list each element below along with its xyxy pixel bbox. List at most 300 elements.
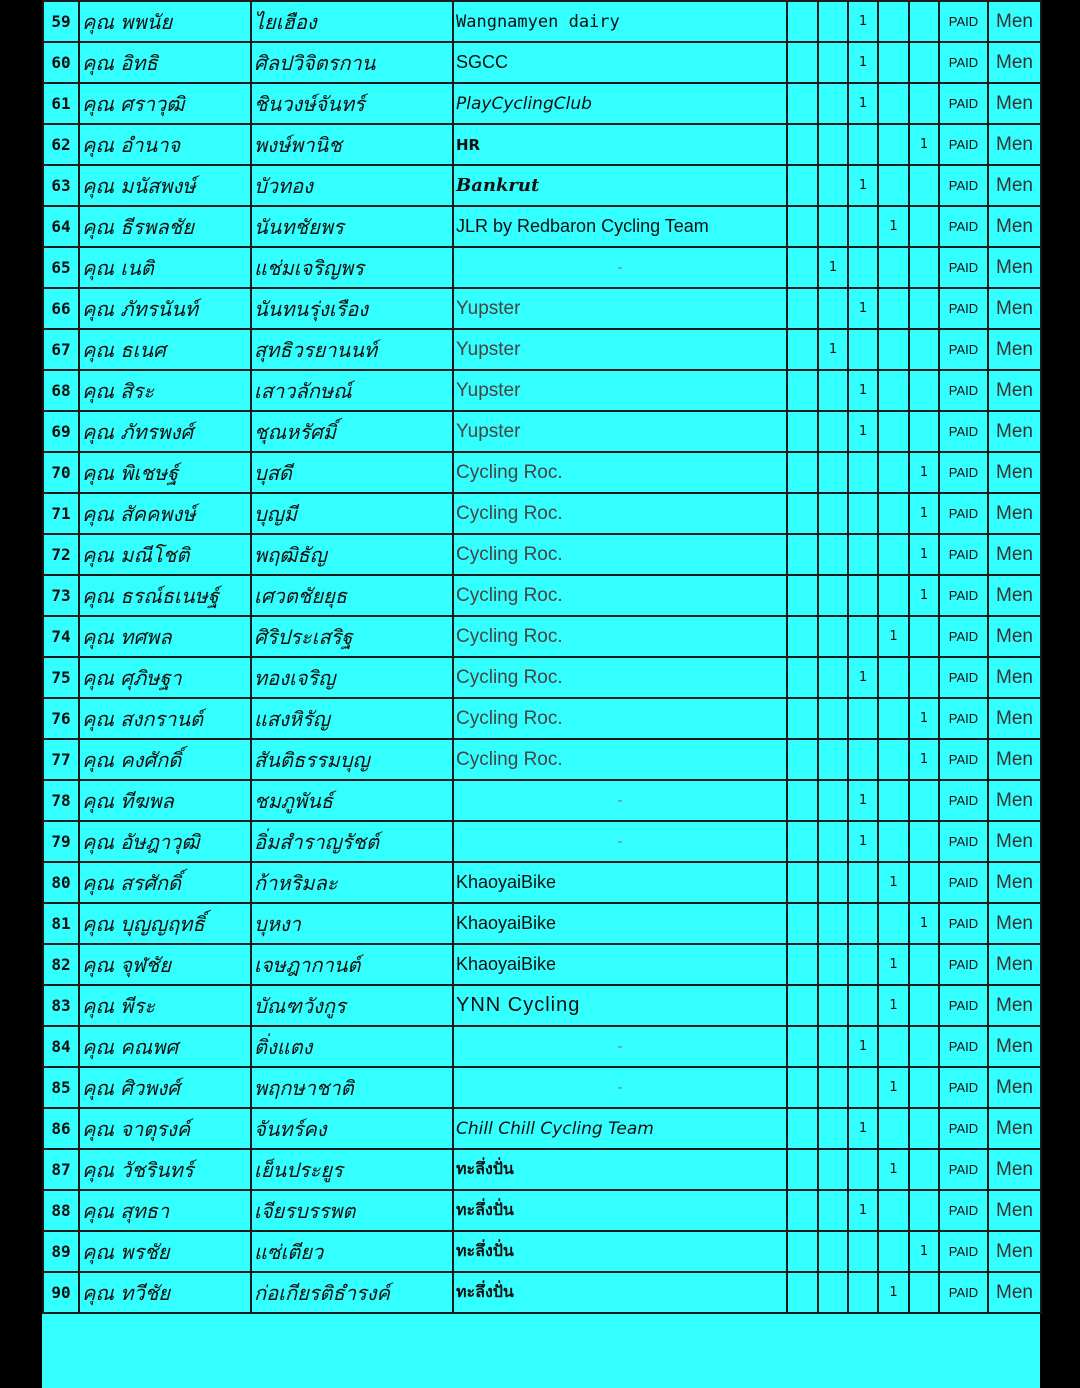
rider-number: 68 <box>43 370 79 411</box>
gender-category: Men <box>988 1149 1041 1190</box>
table-row <box>43 411 1041 452</box>
category-cell <box>787 411 818 452</box>
payment-status: PAID <box>939 657 988 698</box>
category-cell <box>848 944 878 985</box>
team-name: Cycling Roc. <box>453 575 787 616</box>
category-cell <box>848 206 878 247</box>
rider-first-name: คุณ ธรณ์ธเนษฐ์ <box>79 575 251 616</box>
rider-number: 64 <box>43 206 79 247</box>
rider-last-name: สุทธิวรยานนท์ <box>251 329 453 370</box>
category-cell <box>909 821 939 862</box>
table-row <box>43 329 1041 370</box>
category-cell <box>787 985 818 1026</box>
category-cell <box>787 124 818 165</box>
rider-first-name: คุณ สรศักดิ์ <box>79 862 251 903</box>
category-cell <box>909 411 939 452</box>
category-cell <box>909 42 939 83</box>
category-cell: 1 <box>848 657 878 698</box>
table-row <box>43 83 1041 124</box>
rider-last-name: ก่อเกียรติธำรงค์ <box>251 1272 453 1313</box>
category-cell: 1 <box>909 698 939 739</box>
category-cell <box>878 821 909 862</box>
team-name: Yupster <box>453 370 787 411</box>
gender-category: Men <box>988 657 1041 698</box>
payment-status: PAID <box>939 821 988 862</box>
team-name: Yupster <box>453 329 787 370</box>
category-cell <box>848 985 878 1026</box>
category-cell <box>818 206 848 247</box>
category-cell <box>848 903 878 944</box>
rider-last-name: ชุณหรัศมิ์ <box>251 411 453 452</box>
rider-last-name: บัณฑวังกูร <box>251 985 453 1026</box>
gender-category: Men <box>988 1190 1041 1231</box>
registration-table <box>42 0 1042 1314</box>
team-name: SGCC <box>453 42 787 83</box>
table-row <box>43 739 1041 780</box>
gender-category: Men <box>988 329 1041 370</box>
table-row <box>43 780 1041 821</box>
team-name: KhaoyaiBike <box>453 862 787 903</box>
rider-last-name: ติ่งแตง <box>251 1026 453 1067</box>
team-name: Cycling Roc. <box>453 493 787 534</box>
rider-last-name: ชินวงษ์จันทร์ <box>251 83 453 124</box>
team-name: Cycling Roc. <box>453 657 787 698</box>
rider-last-name: นันทชัยพร <box>251 206 453 247</box>
rider-number: 75 <box>43 657 79 698</box>
category-cell <box>878 124 909 165</box>
rider-first-name: คุณ วัชรินทร์ <box>79 1149 251 1190</box>
category-cell <box>878 165 909 206</box>
rider-number: 61 <box>43 83 79 124</box>
rider-first-name: คุณ อิทธิ <box>79 42 251 83</box>
category-cell <box>909 1067 939 1108</box>
payment-status: PAID <box>939 1108 988 1149</box>
rider-first-name: คุณ จาตุรงค์ <box>79 1108 251 1149</box>
payment-status: PAID <box>939 42 988 83</box>
category-cell <box>909 862 939 903</box>
category-cell: 1 <box>818 329 848 370</box>
gender-category: Men <box>988 944 1041 985</box>
table-row <box>43 1231 1041 1272</box>
registration-sheet <box>42 0 1040 1388</box>
rider-first-name: คุณ พรชัย <box>79 1231 251 1272</box>
category-cell <box>818 821 848 862</box>
category-cell <box>878 411 909 452</box>
category-cell <box>787 780 818 821</box>
team-name: - <box>453 247 787 288</box>
rider-number: 78 <box>43 780 79 821</box>
category-cell <box>848 616 878 657</box>
category-cell <box>848 1231 878 1272</box>
category-cell <box>787 739 818 780</box>
category-cell: 1 <box>909 534 939 575</box>
rider-number: 73 <box>43 575 79 616</box>
payment-status: PAID <box>939 165 988 206</box>
category-cell <box>909 1 939 42</box>
category-cell <box>878 698 909 739</box>
category-cell <box>818 698 848 739</box>
category-cell: 1 <box>878 1149 909 1190</box>
team-name: - <box>453 1067 787 1108</box>
rider-last-name: นันทนรุ่งเรือง <box>251 288 453 329</box>
gender-category: Men <box>988 370 1041 411</box>
category-cell <box>909 370 939 411</box>
category-cell <box>848 575 878 616</box>
category-cell <box>909 83 939 124</box>
payment-status: PAID <box>939 903 988 944</box>
category-cell: 1 <box>909 124 939 165</box>
rider-first-name: คุณ คณพศ <box>79 1026 251 1067</box>
category-cell: 1 <box>909 493 939 534</box>
rider-last-name: เย็นประยูร <box>251 1149 453 1190</box>
team-name: Cycling Roc. <box>453 739 787 780</box>
rider-number: 76 <box>43 698 79 739</box>
category-cell <box>818 1 848 42</box>
payment-status: PAID <box>939 1149 988 1190</box>
category-cell <box>909 780 939 821</box>
rider-first-name: คุณ ภัทรนันท์ <box>79 288 251 329</box>
category-cell: 1 <box>878 862 909 903</box>
rider-number: 90 <box>43 1272 79 1313</box>
rider-first-name: คุณ ธเนศ <box>79 329 251 370</box>
team-name: Cycling Roc. <box>453 698 787 739</box>
category-cell <box>878 1108 909 1149</box>
payment-status: PAID <box>939 452 988 493</box>
rider-last-name: เศวตชัยยุธ <box>251 575 453 616</box>
rider-number: 89 <box>43 1231 79 1272</box>
rider-first-name: คุณ ภัทรพงศ์ <box>79 411 251 452</box>
category-cell: 1 <box>878 206 909 247</box>
team-name: Cycling Roc. <box>453 452 787 493</box>
rider-last-name: พงษ์พานิช <box>251 124 453 165</box>
gender-category: Men <box>988 411 1041 452</box>
payment-status: PAID <box>939 862 988 903</box>
rider-first-name: คุณ มณีโชติ <box>79 534 251 575</box>
gender-category: Men <box>988 821 1041 862</box>
category-cell <box>848 124 878 165</box>
gender-category: Men <box>988 780 1041 821</box>
rider-last-name: บุหงา <box>251 903 453 944</box>
payment-status: PAID <box>939 1067 988 1108</box>
table-row <box>43 1149 1041 1190</box>
payment-status: PAID <box>939 83 988 124</box>
team-name: Yupster <box>453 411 787 452</box>
category-cell <box>878 534 909 575</box>
category-cell: 1 <box>848 370 878 411</box>
payment-status: PAID <box>939 1231 988 1272</box>
payment-status: PAID <box>939 985 988 1026</box>
category-cell: 1 <box>848 1108 878 1149</box>
category-cell: 1 <box>848 42 878 83</box>
rider-number: 72 <box>43 534 79 575</box>
rider-first-name: คุณ อัษฎาวุฒิ <box>79 821 251 862</box>
payment-status: PAID <box>939 616 988 657</box>
category-cell: 1 <box>848 83 878 124</box>
category-cell: 1 <box>909 452 939 493</box>
rider-last-name: สันติธรรมบุญ <box>251 739 453 780</box>
category-cell <box>909 329 939 370</box>
rider-number: 84 <box>43 1026 79 1067</box>
category-cell <box>818 493 848 534</box>
gender-category: Men <box>988 206 1041 247</box>
rider-last-name: บุสดี <box>251 452 453 493</box>
rider-number: 63 <box>43 165 79 206</box>
rider-last-name: เสาวลักษณ์ <box>251 370 453 411</box>
category-cell <box>878 575 909 616</box>
rider-number: 81 <box>43 903 79 944</box>
payment-status: PAID <box>939 698 988 739</box>
gender-category: Men <box>988 1231 1041 1272</box>
category-cell <box>787 1067 818 1108</box>
category-cell <box>818 739 848 780</box>
category-cell: 1 <box>848 411 878 452</box>
rider-first-name: คุณ จุฬชัย <box>79 944 251 985</box>
category-cell <box>787 534 818 575</box>
payment-status: PAID <box>939 206 988 247</box>
table-row <box>43 165 1041 206</box>
category-cell <box>818 985 848 1026</box>
category-cell: 1 <box>848 1190 878 1231</box>
category-cell: 1 <box>878 985 909 1026</box>
gender-category: Men <box>988 1108 1041 1149</box>
category-cell <box>818 534 848 575</box>
team-name: KhaoyaiBike <box>453 903 787 944</box>
team-name: Bankrut <box>453 165 787 206</box>
team-name: JLR by Redbaron Cycling Team <box>453 206 787 247</box>
gender-category: Men <box>988 739 1041 780</box>
rider-last-name: ก้าหริมละ <box>251 862 453 903</box>
category-cell <box>818 1272 848 1313</box>
table-row <box>43 903 1041 944</box>
rider-last-name: แช่มเจริญพร <box>251 247 453 288</box>
payment-status: PAID <box>939 329 988 370</box>
rider-last-name: พฤฒิธัญ <box>251 534 453 575</box>
table-body <box>43 1 1041 1313</box>
category-cell: 1 <box>848 1 878 42</box>
table-row <box>43 862 1041 903</box>
rider-first-name: คุณ ศราวุฒิ <box>79 83 251 124</box>
category-cell <box>818 780 848 821</box>
category-cell <box>848 247 878 288</box>
table-row <box>43 534 1041 575</box>
gender-category: Men <box>988 124 1041 165</box>
category-cell <box>848 1272 878 1313</box>
category-cell <box>818 575 848 616</box>
rider-first-name: คุณ พพนัย <box>79 1 251 42</box>
rider-number: 77 <box>43 739 79 780</box>
category-cell <box>848 493 878 534</box>
payment-status: PAID <box>939 575 988 616</box>
category-cell <box>787 1026 818 1067</box>
rider-first-name: คุณ มนัสพงษ์ <box>79 165 251 206</box>
table-row <box>43 985 1041 1026</box>
rider-number: 83 <box>43 985 79 1026</box>
category-cell <box>878 247 909 288</box>
payment-status: PAID <box>939 1272 988 1313</box>
category-cell <box>787 452 818 493</box>
gender-category: Men <box>988 1026 1041 1067</box>
team-name: PlayCyclingClub <box>453 83 787 124</box>
category-cell <box>848 698 878 739</box>
table-row <box>43 575 1041 616</box>
team-name: Chill Chill Cycling Team <box>453 1108 787 1149</box>
table-row <box>43 124 1041 165</box>
table-row <box>43 616 1041 657</box>
gender-category: Men <box>988 1272 1041 1313</box>
rider-first-name: คุณ บุญญฤทธิ์ <box>79 903 251 944</box>
table-row <box>43 1026 1041 1067</box>
rider-first-name: คุณ อำนาจ <box>79 124 251 165</box>
gender-category: Men <box>988 165 1041 206</box>
rider-number: 65 <box>43 247 79 288</box>
payment-status: PAID <box>939 1026 988 1067</box>
category-cell <box>848 862 878 903</box>
category-cell <box>787 944 818 985</box>
category-cell <box>878 1190 909 1231</box>
category-cell <box>818 1108 848 1149</box>
category-cell <box>818 1067 848 1108</box>
rider-last-name: ทองเจริญ <box>251 657 453 698</box>
rider-number: 59 <box>43 1 79 42</box>
category-cell <box>787 1 818 42</box>
category-cell <box>787 493 818 534</box>
category-cell <box>909 247 939 288</box>
category-cell <box>878 83 909 124</box>
category-cell <box>878 370 909 411</box>
rider-number: 85 <box>43 1067 79 1108</box>
team-name: ทะลึ่งปั่น <box>453 1231 787 1272</box>
rider-last-name: ไยเฮือง <box>251 1 453 42</box>
rider-last-name: แสงหิรัญ <box>251 698 453 739</box>
category-cell <box>818 452 848 493</box>
rider-number: 87 <box>43 1149 79 1190</box>
team-name: HR <box>453 124 787 165</box>
rider-first-name: คุณ ธีรพลชัย <box>79 206 251 247</box>
table-row <box>43 1 1041 42</box>
table-row <box>43 42 1041 83</box>
gender-category: Men <box>988 83 1041 124</box>
category-cell: 1 <box>848 780 878 821</box>
payment-status: PAID <box>939 944 988 985</box>
category-cell <box>818 83 848 124</box>
rider-first-name: คุณ คงศักดิ์ <box>79 739 251 780</box>
category-cell <box>787 1272 818 1313</box>
table-row <box>43 657 1041 698</box>
rider-first-name: คุณ ศิวพงศ์ <box>79 1067 251 1108</box>
category-cell <box>787 329 818 370</box>
gender-category: Men <box>988 1 1041 42</box>
category-cell <box>878 739 909 780</box>
category-cell <box>787 42 818 83</box>
category-cell: 1 <box>878 944 909 985</box>
category-cell <box>787 575 818 616</box>
category-cell: 1 <box>848 288 878 329</box>
rider-first-name: คุณ สิระ <box>79 370 251 411</box>
category-cell <box>787 288 818 329</box>
rider-number: 74 <box>43 616 79 657</box>
rider-first-name: คุณ ทีฆพล <box>79 780 251 821</box>
table-row <box>43 206 1041 247</box>
rider-last-name: ชมภูพันธ์ <box>251 780 453 821</box>
rider-first-name: คุณ พีระ <box>79 985 251 1026</box>
category-cell <box>909 1190 939 1231</box>
rider-last-name: ศิริประเสริฐ <box>251 616 453 657</box>
gender-category: Men <box>988 288 1041 329</box>
payment-status: PAID <box>939 493 988 534</box>
gender-category: Men <box>988 903 1041 944</box>
category-cell <box>818 944 848 985</box>
payment-status: PAID <box>939 1190 988 1231</box>
gender-category: Men <box>988 985 1041 1026</box>
category-cell: 1 <box>878 1067 909 1108</box>
rider-number: 86 <box>43 1108 79 1149</box>
category-cell <box>878 780 909 821</box>
gender-category: Men <box>988 42 1041 83</box>
gender-category: Men <box>988 616 1041 657</box>
category-cell <box>818 370 848 411</box>
category-cell <box>909 616 939 657</box>
category-cell <box>787 247 818 288</box>
category-cell <box>848 1067 878 1108</box>
team-name: ทะลึ่งปั่น <box>453 1149 787 1190</box>
category-cell <box>787 698 818 739</box>
rider-first-name: คุณ สัคคพงษ์ <box>79 493 251 534</box>
rider-first-name: คุณ ทวีชัย <box>79 1272 251 1313</box>
category-cell <box>878 493 909 534</box>
category-cell <box>848 329 878 370</box>
category-cell <box>787 657 818 698</box>
payment-status: PAID <box>939 247 988 288</box>
category-cell: 1 <box>848 1026 878 1067</box>
category-cell <box>818 862 848 903</box>
table-row <box>43 1272 1041 1313</box>
team-name: - <box>453 780 787 821</box>
gender-category: Men <box>988 862 1041 903</box>
category-cell <box>909 1108 939 1149</box>
category-cell <box>909 657 939 698</box>
team-name: Cycling Roc. <box>453 534 787 575</box>
rider-number: 66 <box>43 288 79 329</box>
table-row <box>43 1067 1041 1108</box>
team-name: - <box>453 821 787 862</box>
category-cell <box>818 616 848 657</box>
category-cell <box>878 42 909 83</box>
category-cell: 1 <box>909 1231 939 1272</box>
gender-category: Men <box>988 534 1041 575</box>
category-cell <box>787 1149 818 1190</box>
rider-first-name: คุณ ทศพล <box>79 616 251 657</box>
payment-status: PAID <box>939 780 988 821</box>
category-cell <box>878 1 909 42</box>
gender-category: Men <box>988 698 1041 739</box>
rider-first-name: คุณ ศุภิษฐา <box>79 657 251 698</box>
table-row <box>43 821 1041 862</box>
category-cell <box>818 1149 848 1190</box>
rider-number: 67 <box>43 329 79 370</box>
category-cell <box>787 1108 818 1149</box>
category-cell <box>818 42 848 83</box>
category-cell <box>878 1231 909 1272</box>
payment-status: PAID <box>939 370 988 411</box>
category-cell <box>787 862 818 903</box>
category-cell <box>787 1231 818 1272</box>
table-row <box>43 288 1041 329</box>
table-row <box>43 452 1041 493</box>
rider-last-name: บัวทอง <box>251 165 453 206</box>
payment-status: PAID <box>939 534 988 575</box>
team-name: Wangnamyen dairy <box>453 1 787 42</box>
table-row <box>43 247 1041 288</box>
